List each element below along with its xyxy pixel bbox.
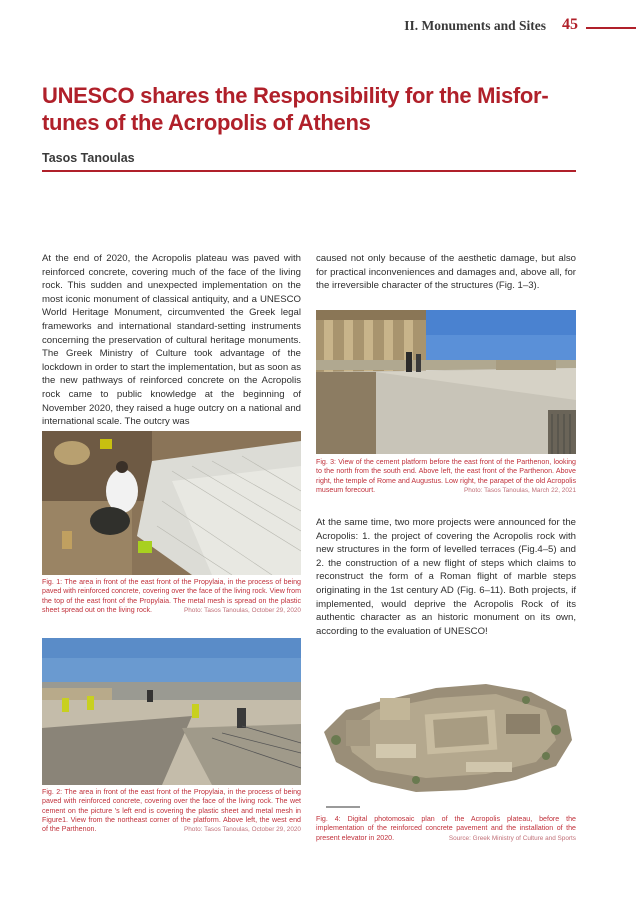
- fig1-caption: [42, 578, 301, 615]
- fig2-caption-text: Fig. 2: The area in front of the east front of the Propylaia, in the process of being paved with reinforced concrete, covering over the face of the living rock. The wet cement on the picture 's left end is covering the plastic sheet and metal mesh in Figure1. View from the northeast corner of the platform. Above left, the west end of the Parthenon.: [42, 788, 301, 834]
- fig2-caption: [42, 788, 301, 834]
- page-number: 45: [562, 16, 578, 33]
- paragraph-1-continued: caused not only because of the aesthetic damage, but also for practical inconveniences and damages and, above all, for the irreversible character of the structures (Fig. 1–3).: [316, 253, 576, 292]
- fig1-credit: Photo: Tasos Tanoulas, October 29, 2020: [183, 606, 301, 614]
- fig4-credit: Source: Greek Ministry of Culture and Sports: [448, 834, 576, 842]
- fig3-caption: [316, 458, 576, 495]
- fig4-photomosaic: [316, 670, 576, 802]
- article-title: UNESCO shares the Responsibility for the Misfor-tunes of the Acropolis of Athens: [42, 83, 549, 135]
- fig3-caption-text: Fig. 3: View of the cement platform before the east front of the Parthenon, looking to the north from the south end. Above left, the east front of the Parthenon. Above right, the temple of Rome and Augustus. Low right, the parapet of the old Acropolis museum forecourt.: [316, 458, 576, 494]
- fig1-photo: [42, 431, 301, 575]
- fig2-credit: Photo: Tasos Tanoulas, October 29, 2020: [183, 826, 301, 834]
- paragraph-2: At the same time, two more projects were announced for the Acropolis: 1. the project of covering the Acropolis rock with new structures in the form of levelled terraces (Fig.4–5) and 2. the construction of a new flight of steps which claims to reconstruct the form of a Roman flight of marble steps originating in the 1st century AD (Fig. 6–11). Both projects, if implemented, would deprive the Acropolis Rock of its authentic character as an historic monument on its own, according to the evaluation of UNESCO!: [316, 517, 576, 637]
- title-rule: [42, 170, 576, 172]
- fig4-caption: [316, 815, 576, 843]
- fig3-credit: Photo: Tasos Tanoulas, March 22, 2021: [463, 486, 576, 494]
- fig4-scale-bar: [326, 806, 360, 808]
- header-rule: [586, 27, 636, 29]
- fig1-caption-text: Fig. 1: The area in front of the east front of the Propylaia, in the process of being paved with reinforced concrete, covering over the face of the living rock. View from the top of the east front of the Propylaia. The metal mesh is spread on the plastic sheet spread out on the living rock.: [42, 578, 301, 614]
- fig2-photo: [42, 638, 301, 785]
- fig4-caption-text: Fig. 4: Digital photomosaic plan of the Acropolis plateau, before the implementation of the reinforced concrete pavement and the installation of the present elevator in 2020.: [316, 815, 576, 842]
- fig3-photo: [316, 310, 576, 454]
- article-author: Tasos Tanoulas: [42, 151, 135, 165]
- running-head-section: II. Monuments and Sites: [404, 18, 546, 33]
- paragraph-1: At the end of 2020, the Acropolis plateau was paved with reinforced concrete, covering much of the face of the living rock. This sudden and unexpected implementation on the most iconic monument of classical antiquity, and a UNESCO World Heritage Monument, circumvented the Greek legal frameworks and international standard-setting instruments concerning the preservation of cultural heritage monuments. The Greek Ministry of Culture took advantage of the lockdown in order to start the implementation, but as soon as the new pathways of reinforced concrete on the Acropolis rock came to public knowledge at the beginning of November 2020, they raised a huge outcry on a national and international scale. The outcry was: [42, 253, 301, 428]
